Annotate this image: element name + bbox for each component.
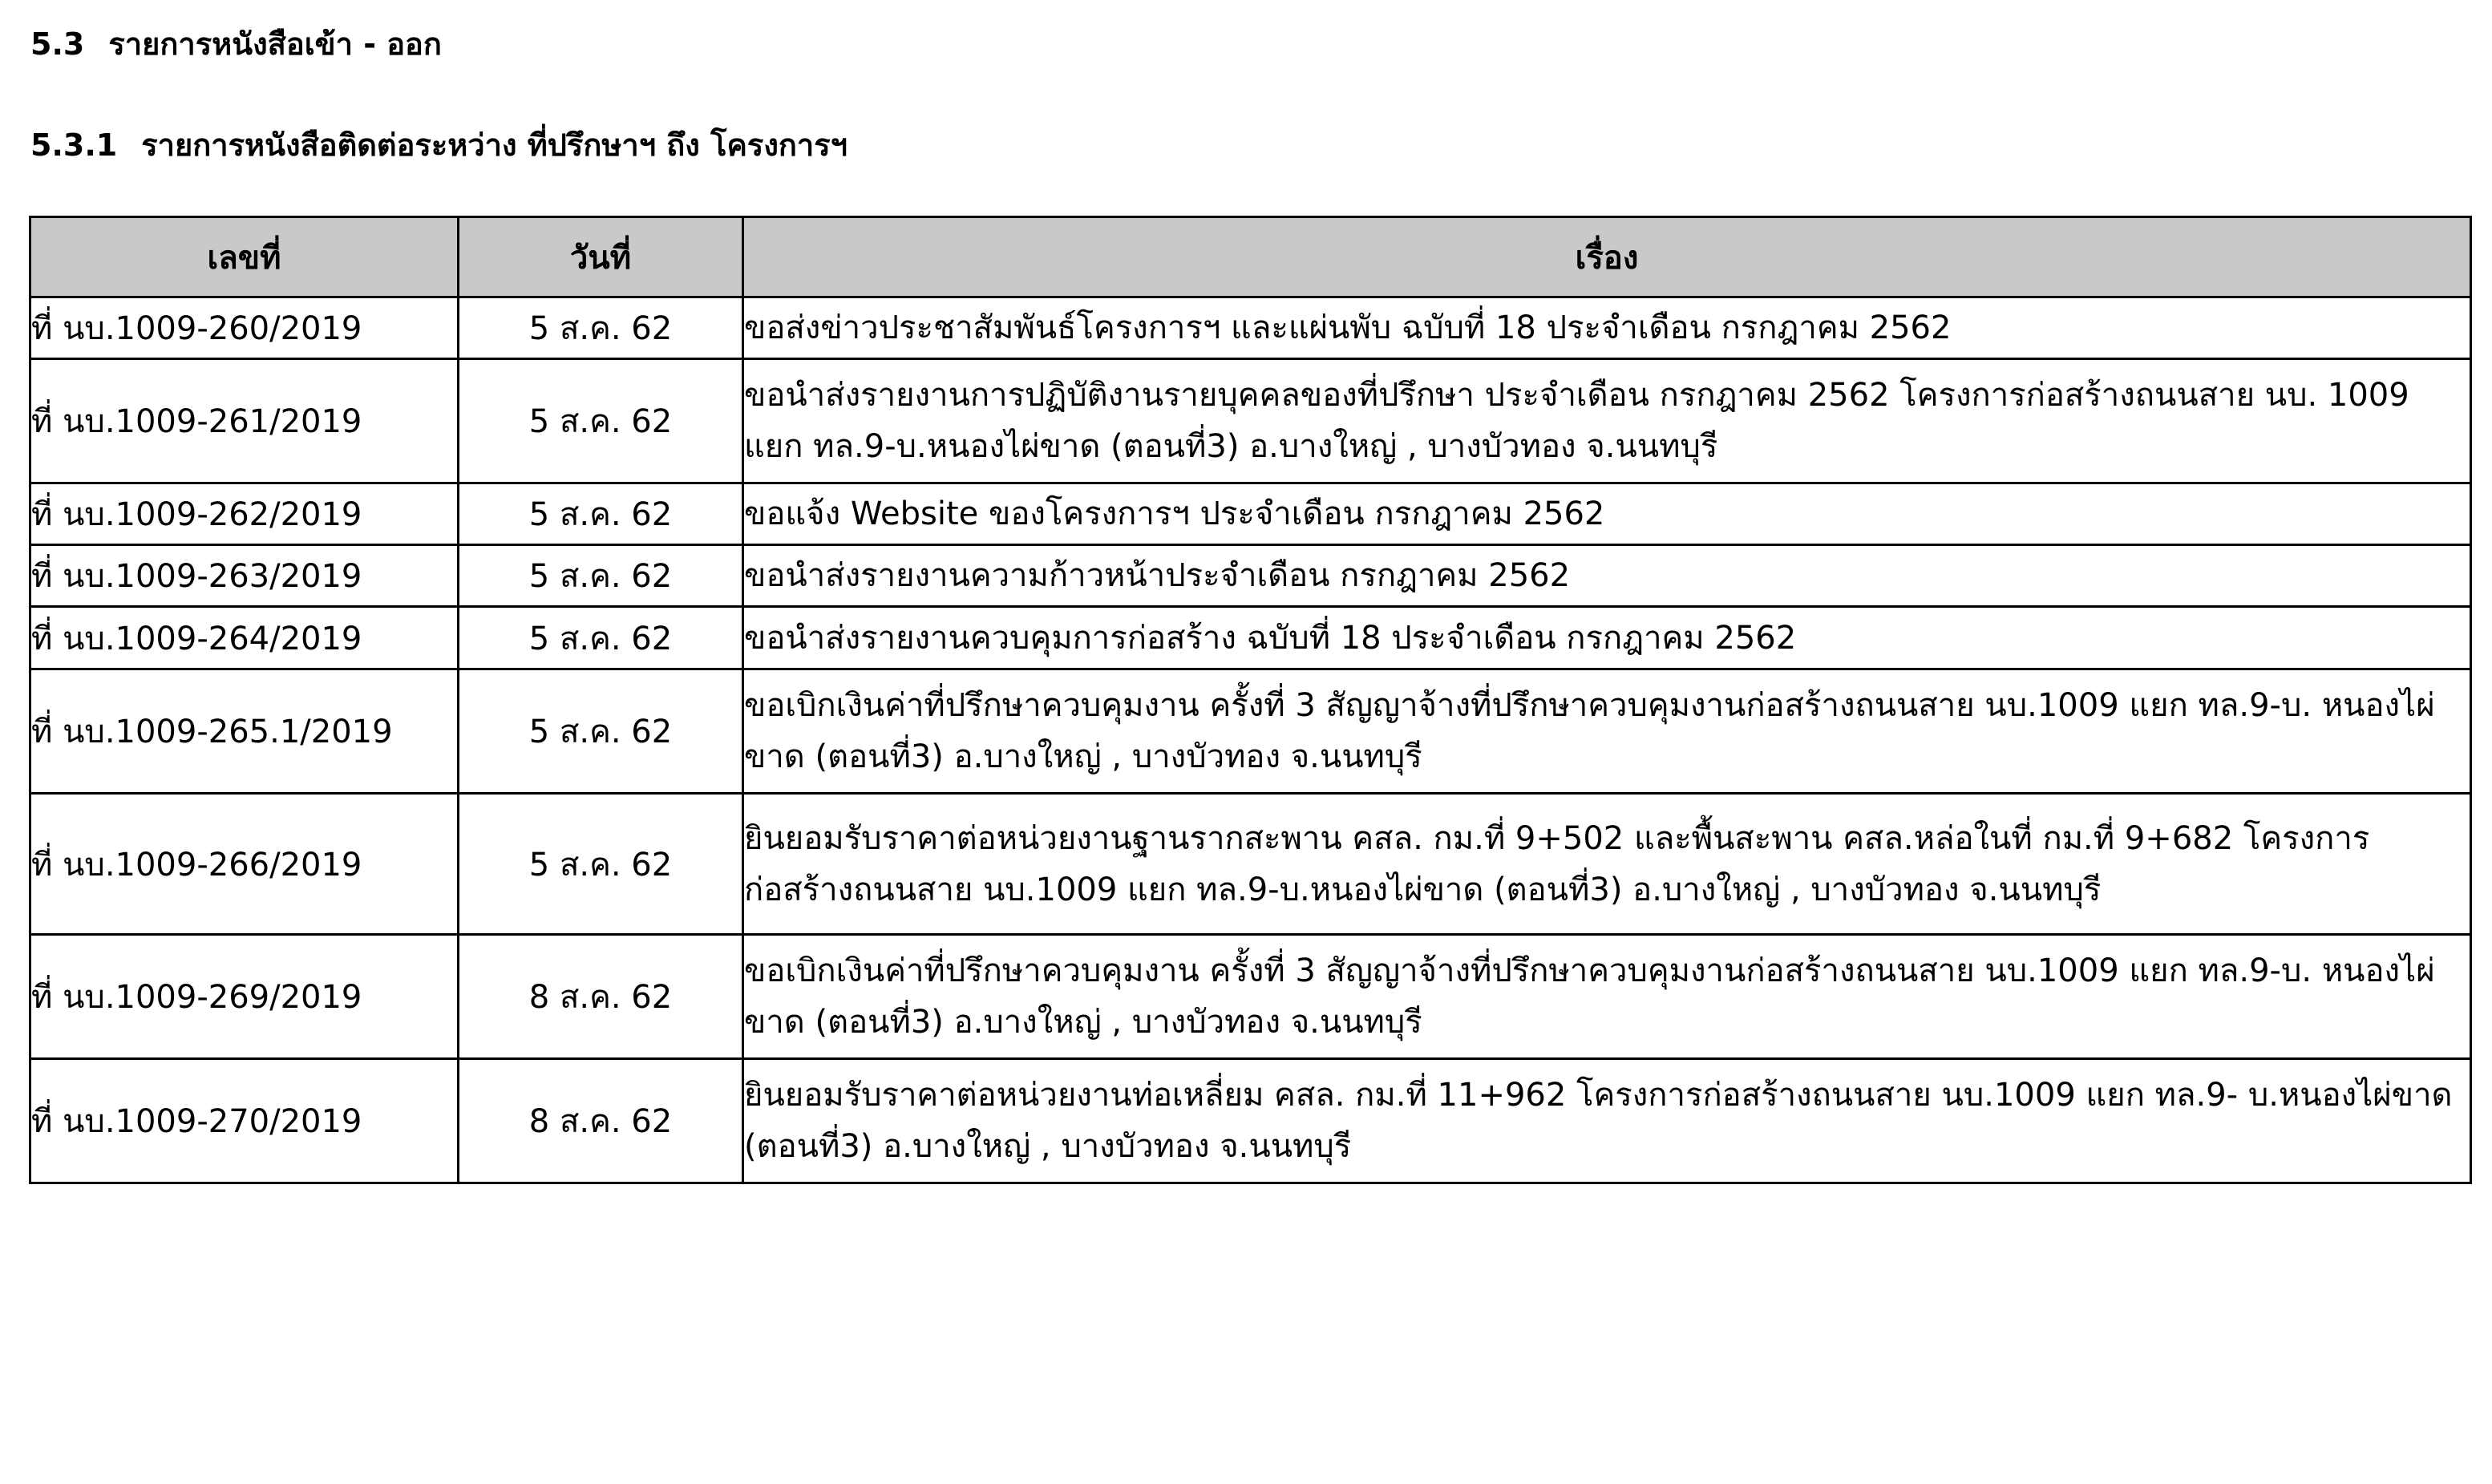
table-row [30, 669, 2471, 794]
letter-number: ที่ นบ.1009-264/2019 [30, 607, 459, 669]
section-number: 5.3 [30, 26, 85, 62]
letter-date: 8 ส.ค. 62 [459, 1059, 743, 1183]
letter-subject: ขอส่งข่าวประชาสัมพันธ์โครงการฯ และแผ่นพับ ฉบับที่ 18 ประจำเดือน กรกฎาคม 2562 [743, 297, 2471, 359]
letter-number: ที่ นบ.1009-269/2019 [30, 935, 459, 1059]
letters-table [29, 216, 2472, 1184]
letter-date: 8 ส.ค. 62 [459, 935, 743, 1059]
header-number: เลขที่ [30, 217, 459, 297]
table-row [30, 607, 2471, 669]
letter-subject: ขอเบิกเงินค่าที่ปรึกษาควบคุมงาน ครั้งที่ 3 สัญญาจ้างที่ปรึกษาควบคุมงานก่อสร้างถนนสาย นบ.1009 แยก ทล.9-บ. หนองไผ่ขาด (ตอนที่3) อ.บางใหญ่ , บางบัวทอง จ.นนทบุรี [743, 669, 2471, 794]
section-title: รายการหนังสือเข้า - ออก [108, 26, 442, 62]
letter-number: ที่ นบ.1009-270/2019 [30, 1059, 459, 1183]
letter-subject: ขอแจ้ง Website ของโครงการฯ ประจำเดือน กรกฎาคม 2562 [743, 483, 2471, 545]
letter-number: ที่ นบ.1009-262/2019 [30, 483, 459, 545]
letter-subject: ยินยอมรับราคาต่อหน่วยงานฐานรากสะพาน คสล. กม.ที่ 9+502 และพื้นสะพาน คสล.หล่อในที่ กม.ที่ 9+682 โครงการ ก่อสร้างถนนสาย นบ.1009 แยก ทล.9-บ.หนองไผ่ขาด (ตอนที่3) อ.บางใหญ่ , บางบัวทอง จ.นนทบุรี [743, 794, 2471, 935]
letter-date: 5 ส.ค. 62 [459, 297, 743, 359]
subsection-number: 5.3.1 [30, 127, 118, 163]
letter-subject: ยินยอมรับราคาต่อหน่วยงานท่อเหลี่ยม คสล. กม.ที่ 11+962 โครงการก่อสร้างถนนสาย นบ.1009 แยก ทล.9- บ.หนองไผ่ขาด (ตอนที่3) อ.บางใหญ่ , บางบัวทอง จ.นนทบุรี [743, 1059, 2471, 1183]
letter-subject: ขอนำส่งรายงานควบคุมการก่อสร้าง ฉบับที่ 18 ประจำเดือน กรกฎาคม 2562 [743, 607, 2471, 669]
letter-date: 5 ส.ค. 62 [459, 483, 743, 545]
table-row [30, 794, 2471, 935]
header-subject: เรื่อง [743, 217, 2471, 297]
letter-subject: ขอนำส่งรายงานความก้าวหน้าประจำเดือน กรกฎาคม 2562 [743, 545, 2471, 607]
letter-number: ที่ นบ.1009-266/2019 [30, 794, 459, 935]
letter-subject: ขอเบิกเงินค่าที่ปรึกษาควบคุมงาน ครั้งที่ 3 สัญญาจ้างที่ปรึกษาควบคุมงานก่อสร้างถนนสาย นบ.1009 แยก ทล.9-บ. หนองไผ่ขาด (ตอนที่3) อ.บางใหญ่ , บางบัวทอง จ.นนทบุรี [743, 935, 2471, 1059]
section-heading [30, 26, 442, 62]
table-row [30, 297, 2471, 359]
letter-date: 5 ส.ค. 62 [459, 545, 743, 607]
letter-date: 5 ส.ค. 62 [459, 794, 743, 935]
letter-date: 5 ส.ค. 62 [459, 359, 743, 483]
letter-number: ที่ นบ.1009-260/2019 [30, 297, 459, 359]
table-row [30, 483, 2471, 545]
letter-number: ที่ นบ.1009-263/2019 [30, 545, 459, 607]
letter-date: 5 ส.ค. 62 [459, 669, 743, 794]
subsection-title: รายการหนังสือติดต่อระหว่าง ที่ปรึกษาฯ ถึง โครงการฯ [141, 127, 848, 163]
table-row [30, 359, 2471, 483]
table-header-row [30, 217, 2471, 297]
subsection-heading [30, 127, 848, 163]
letter-number: ที่ นบ.1009-261/2019 [30, 359, 459, 483]
header-date: วันที่ [459, 217, 743, 297]
letter-number: ที่ นบ.1009-265.1/2019 [30, 669, 459, 794]
letter-date: 5 ส.ค. 62 [459, 607, 743, 669]
table-row [30, 1059, 2471, 1183]
letter-subject: ขอนำส่งรายงานการปฏิบัติงานรายบุคคลของที่ปรึกษา ประจำเดือน กรกฎาคม 2562 โครงการก่อสร้างถนนสาย นบ. 1009 แยก ทล.9-บ.หนองไผ่ขาด (ตอนที่3) อ.บางใหญ่ , บางบัวทอง จ.นนทบุรี [743, 359, 2471, 483]
table-row [30, 935, 2471, 1059]
table-row [30, 545, 2471, 607]
